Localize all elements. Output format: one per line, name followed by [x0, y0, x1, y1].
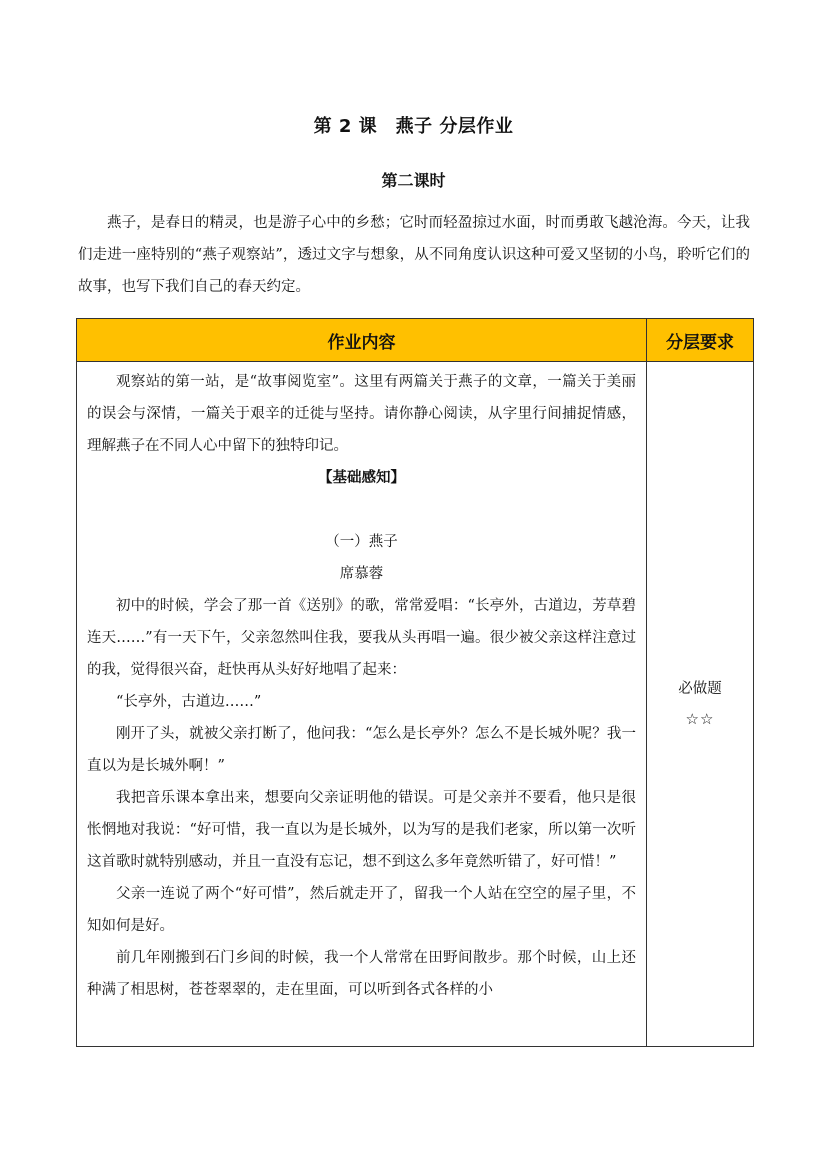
- requirement-cell: [647, 362, 754, 1047]
- table-row: [77, 362, 754, 1047]
- article-title: （一）燕子: [325, 534, 398, 550]
- header-requirement-column: 分层要求: [647, 319, 754, 362]
- article-author: 席慕蓉: [339, 566, 384, 582]
- article-paragraph: 我把音乐课本拿出来，想要向父亲证明他的错误。可是父亲并不要看，他只是很怅惘地对我说：“好可惜，我一直以为是长城外，以为写的是我们老家，所以第一次听这首歌时就特别感动，并且一直没有忘记，想不到这么多年竟然听错了，好可惜！”: [87, 790, 636, 870]
- homework-content-cell: [77, 362, 647, 1047]
- station-intro: 观察站的第一站，是“故事阅览室”。这里有两篇关于燕子的文章，一篇关于美丽的误会与深情，一篇关于艰辛的迁徙与坚持。请你静心阅读，从字里行间捕捉情感，理解燕子在不同人心中留下的独特印记。: [87, 374, 636, 454]
- spacer: [87, 494, 636, 526]
- header-content-column: 作业内容: [77, 319, 647, 362]
- intro-paragraph: 燕子，是春日的精灵，也是游子心中的乡愁；它时而轻盈掠过水面，时而勇敢飞越沧海。今天，让我们走进一座特别的“燕子观察站”，透过文字与想象，从不同角度认识这种可爱又坚韧的小鸟，聆听它们的故事，也写下我们自己的春天约定。: [78, 215, 750, 295]
- difficulty-stars-icon: ☆☆: [685, 710, 715, 728]
- article-paragraph: 前几年刚搬到石门乡间的时候，我一个人常常在田野间散步。那个时候，山上还种满了相思树，苍苍翠翠的，走在里面，可以听到各式各样的小: [87, 950, 636, 998]
- lesson-period-subtitle: 第二课时: [381, 171, 446, 190]
- article-paragraph: “长亭外，古道边……”: [116, 694, 262, 710]
- article-paragraph: 父亲一连说了两个“好可惜”，然后就走开了，留我一个人站在空空的屋子里，不知如何是好。: [87, 886, 636, 934]
- requirement-label: 必做题: [678, 681, 722, 697]
- table-header-row: [77, 319, 754, 362]
- section-label: 【基础感知】: [318, 470, 405, 486]
- page-title: 第 2 课 燕子 分层作业: [313, 116, 514, 137]
- article-paragraph: 初中的时候，学会了那一首《送别》的歌，常常爱唱：“长亭外，古道边，芳草碧连天……”有一天下午，父亲忽然叫住我，要我从头再唱一遍。很少被父亲这样注意过的我，觉得很兴奋，赶快再从头好好地唱了起来：: [87, 598, 636, 678]
- homework-table: [76, 318, 754, 1047]
- article-paragraph: 刚开了头，就被父亲打断了，他问我：“怎么是长亭外？怎么不是长城外呢？我一直以为是长城外啊！”: [87, 726, 636, 774]
